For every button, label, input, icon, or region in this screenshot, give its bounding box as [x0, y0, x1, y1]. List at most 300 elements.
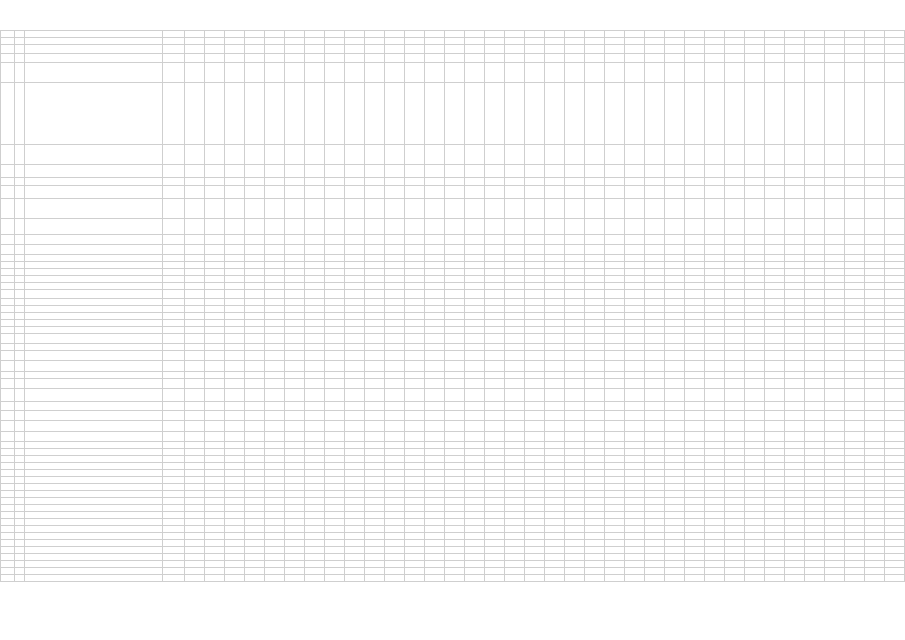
value-cell [265, 512, 285, 519]
value-cell [685, 519, 705, 526]
value-cell [425, 402, 445, 411]
value-cell [425, 299, 445, 306]
value-cell [665, 186, 685, 199]
value-cell [325, 442, 345, 449]
row-number-cell [1, 540, 15, 547]
value-cell [565, 63, 585, 83]
value-cell [825, 484, 845, 491]
value-cell [865, 568, 885, 575]
value-cell [865, 320, 885, 327]
value-cell [405, 344, 425, 351]
value-cell [525, 411, 545, 421]
value-cell [205, 519, 225, 526]
value-cell [265, 290, 285, 299]
value-cell [345, 470, 365, 477]
value-cell [725, 178, 745, 186]
unit-cell [163, 145, 185, 165]
unit-cell [163, 470, 185, 477]
value-cell [365, 45, 385, 54]
value-cell [705, 145, 725, 165]
value-cell [325, 306, 345, 313]
description-cell [25, 351, 163, 361]
value-cell [685, 372, 705, 379]
value-cell [405, 519, 425, 526]
value-cell [305, 547, 325, 554]
value-cell [465, 575, 485, 582]
value-cell [885, 63, 905, 83]
value-cell [705, 165, 725, 178]
value-cell [685, 432, 705, 442]
value-cell [725, 276, 745, 283]
value-cell [645, 334, 665, 344]
table-row [1, 470, 905, 477]
value-cell [465, 313, 485, 320]
value-cell [805, 351, 825, 361]
unit-cell [163, 219, 185, 235]
value-cell [545, 540, 565, 547]
value-cell [385, 327, 405, 334]
value-cell [345, 45, 365, 54]
row-number-cell [1, 276, 15, 283]
value-cell [665, 83, 685, 145]
value-cell [185, 491, 205, 498]
value-cell [645, 498, 665, 505]
value-cell [325, 484, 345, 491]
description-cell [25, 31, 163, 38]
value-cell [505, 568, 525, 575]
data-table [0, 30, 905, 582]
value-cell [185, 269, 205, 276]
value-cell [245, 512, 265, 519]
value-cell [345, 463, 365, 470]
value-cell [565, 290, 585, 299]
value-cell [765, 470, 785, 477]
value-cell [505, 463, 525, 470]
value-cell [485, 186, 505, 199]
row-number-cell [1, 63, 15, 83]
value-cell [425, 361, 445, 372]
value-cell [285, 411, 305, 421]
row-number-cell [1, 361, 15, 372]
value-cell [625, 449, 645, 456]
value-cell [625, 306, 645, 313]
value-cell [185, 379, 205, 389]
value-cell [465, 411, 485, 421]
table-row [1, 63, 905, 83]
value-cell [845, 372, 865, 379]
row-code-cell [15, 526, 25, 533]
value-cell [545, 178, 565, 186]
value-cell [465, 306, 485, 313]
row-number-cell [1, 262, 15, 269]
description-cell [25, 306, 163, 313]
value-cell [665, 512, 685, 519]
unit-cell [163, 402, 185, 411]
value-cell [225, 186, 245, 199]
value-cell [285, 540, 305, 547]
description-cell [25, 45, 163, 54]
value-cell [605, 45, 625, 54]
value-cell [325, 178, 345, 186]
value-cell [445, 344, 465, 351]
value-cell [685, 320, 705, 327]
value-cell [305, 63, 325, 83]
value-cell [665, 54, 685, 63]
value-cell [445, 245, 465, 255]
value-cell [245, 255, 265, 262]
value-cell [665, 290, 685, 299]
value-cell [425, 540, 445, 547]
row-code-cell [15, 63, 25, 83]
value-cell [705, 83, 725, 145]
value-cell [645, 533, 665, 540]
value-cell [585, 334, 605, 344]
value-cell [445, 372, 465, 379]
value-cell [545, 255, 565, 262]
value-cell [305, 344, 325, 351]
value-cell [425, 219, 445, 235]
value-cell [285, 165, 305, 178]
value-cell [245, 449, 265, 456]
value-cell [285, 533, 305, 540]
value-cell [245, 575, 265, 582]
value-cell [645, 54, 665, 63]
value-cell [405, 533, 425, 540]
value-cell [545, 262, 565, 269]
value-cell [245, 235, 265, 245]
value-cell [885, 334, 905, 344]
value-cell [185, 533, 205, 540]
value-cell [865, 235, 885, 245]
value-cell [665, 456, 685, 463]
value-cell [205, 568, 225, 575]
value-cell [505, 442, 525, 449]
value-cell [405, 290, 425, 299]
row-number-cell [1, 402, 15, 411]
value-cell [685, 235, 705, 245]
value-cell [405, 255, 425, 262]
value-cell [345, 372, 365, 379]
value-cell [485, 334, 505, 344]
value-cell [305, 575, 325, 582]
value-cell [665, 432, 685, 442]
value-cell [845, 186, 865, 199]
row-number-cell [1, 219, 15, 235]
value-cell [565, 491, 585, 498]
value-cell [785, 540, 805, 547]
value-cell [465, 561, 485, 568]
value-cell [725, 351, 745, 361]
value-cell [285, 568, 305, 575]
value-cell [825, 442, 845, 449]
value-cell [765, 379, 785, 389]
value-cell [365, 372, 385, 379]
unit-cell [163, 484, 185, 491]
value-cell [525, 554, 545, 561]
value-cell [545, 526, 565, 533]
value-cell [585, 83, 605, 145]
value-cell [245, 372, 265, 379]
value-cell [725, 526, 745, 533]
row-number-cell [1, 449, 15, 456]
value-cell [505, 372, 525, 379]
value-cell [205, 505, 225, 512]
value-cell [185, 145, 205, 165]
description-cell [25, 165, 163, 178]
value-cell [385, 38, 405, 45]
value-cell [465, 255, 485, 262]
value-cell [505, 63, 525, 83]
value-cell [285, 290, 305, 299]
value-cell [845, 219, 865, 235]
value-cell [565, 547, 585, 554]
table-row [1, 432, 905, 442]
value-cell [885, 178, 905, 186]
description-cell [25, 290, 163, 299]
value-cell [445, 432, 465, 442]
value-cell [645, 63, 665, 83]
value-cell [345, 313, 365, 320]
value-cell [345, 299, 365, 306]
value-cell [345, 145, 365, 165]
value-cell [445, 505, 465, 512]
value-cell [765, 519, 785, 526]
value-cell [885, 299, 905, 306]
value-cell [185, 351, 205, 361]
value-cell [585, 568, 605, 575]
value-cell [525, 568, 545, 575]
table-row [1, 547, 905, 554]
value-cell [745, 269, 765, 276]
value-cell [585, 526, 605, 533]
row-code-cell [15, 498, 25, 505]
value-cell [225, 470, 245, 477]
value-cell [485, 31, 505, 38]
value-cell [205, 219, 225, 235]
value-cell [585, 262, 605, 269]
table-row [1, 199, 905, 219]
value-cell [785, 463, 805, 470]
row-code-cell [15, 45, 25, 54]
value-cell [525, 83, 545, 145]
row-number-cell [1, 290, 15, 299]
value-cell [805, 54, 825, 63]
row-number-cell [1, 442, 15, 449]
value-cell [265, 442, 285, 449]
value-cell [585, 276, 605, 283]
row-code-cell [15, 561, 25, 568]
value-cell [385, 199, 405, 219]
value-cell [525, 463, 545, 470]
value-cell [345, 255, 365, 262]
value-cell [245, 554, 265, 561]
value-cell [405, 199, 425, 219]
value-cell [565, 327, 585, 334]
value-cell [665, 449, 685, 456]
value-cell [345, 512, 365, 519]
value-cell [425, 63, 445, 83]
value-cell [705, 512, 725, 519]
value-cell [885, 421, 905, 432]
value-cell [525, 533, 545, 540]
value-cell [725, 554, 745, 561]
row-code-cell [15, 245, 25, 255]
value-cell [605, 456, 625, 463]
value-cell [465, 178, 485, 186]
value-cell [745, 45, 765, 54]
value-cell [665, 463, 685, 470]
value-cell [645, 540, 665, 547]
value-cell [445, 63, 465, 83]
value-cell [765, 372, 785, 379]
value-cell [505, 484, 525, 491]
value-cell [585, 411, 605, 421]
value-cell [365, 38, 385, 45]
value-cell [185, 505, 205, 512]
value-cell [745, 421, 765, 432]
value-cell [685, 568, 705, 575]
value-cell [525, 540, 545, 547]
value-cell [445, 219, 465, 235]
value-cell [465, 477, 485, 484]
value-cell [505, 519, 525, 526]
value-cell [825, 320, 845, 327]
value-cell [705, 63, 725, 83]
value-cell [445, 283, 465, 290]
value-cell [365, 379, 385, 389]
value-cell [825, 561, 845, 568]
description-cell [25, 199, 163, 219]
value-cell [465, 235, 485, 245]
value-cell [865, 219, 885, 235]
unit-cell [163, 290, 185, 299]
value-cell [245, 477, 265, 484]
value-cell [645, 45, 665, 54]
value-cell [545, 470, 565, 477]
value-cell [465, 320, 485, 327]
value-cell [565, 199, 585, 219]
unit-cell [163, 306, 185, 313]
value-cell [565, 334, 585, 344]
value-cell [545, 449, 565, 456]
value-cell [645, 554, 665, 561]
value-cell [205, 477, 225, 484]
value-cell [365, 344, 385, 351]
value-cell [445, 306, 465, 313]
value-cell [785, 344, 805, 351]
value-cell [805, 219, 825, 235]
value-cell [265, 540, 285, 547]
value-cell [225, 306, 245, 313]
value-cell [465, 379, 485, 389]
value-cell [745, 351, 765, 361]
value-cell [245, 526, 265, 533]
value-cell [865, 186, 885, 199]
value-cell [285, 299, 305, 306]
value-cell [445, 38, 465, 45]
value-cell [885, 306, 905, 313]
value-cell [625, 255, 645, 262]
value-cell [505, 255, 525, 262]
value-cell [865, 432, 885, 442]
value-cell [625, 45, 645, 54]
value-cell [725, 245, 745, 255]
value-cell [825, 498, 845, 505]
value-cell [565, 568, 585, 575]
unit-cell [163, 533, 185, 540]
value-cell [445, 255, 465, 262]
value-cell [545, 327, 565, 334]
value-cell [385, 283, 405, 290]
value-cell [585, 519, 605, 526]
value-cell [565, 344, 585, 351]
row-number-cell [1, 505, 15, 512]
value-cell [645, 402, 665, 411]
value-cell [245, 31, 265, 38]
table-row [1, 145, 905, 165]
value-cell [425, 547, 445, 554]
value-cell [785, 372, 805, 379]
value-cell [565, 540, 585, 547]
value-cell [385, 463, 405, 470]
value-cell [545, 421, 565, 432]
value-cell [705, 290, 725, 299]
row-number-cell [1, 178, 15, 186]
value-cell [645, 320, 665, 327]
table-row [1, 351, 905, 361]
value-cell [305, 402, 325, 411]
value-cell [845, 512, 865, 519]
value-cell [725, 372, 745, 379]
value-cell [765, 327, 785, 334]
value-cell [405, 442, 425, 449]
value-cell [685, 165, 705, 178]
value-cell [885, 255, 905, 262]
value-cell [645, 491, 665, 498]
value-cell [765, 561, 785, 568]
value-cell [265, 269, 285, 276]
row-code-cell [15, 449, 25, 456]
description-cell [25, 540, 163, 547]
value-cell [705, 554, 725, 561]
row-number-cell [1, 334, 15, 344]
value-cell [545, 456, 565, 463]
value-cell [385, 477, 405, 484]
description-cell [25, 186, 163, 199]
value-cell [685, 533, 705, 540]
value-cell [565, 484, 585, 491]
description-cell [25, 484, 163, 491]
value-cell [285, 306, 305, 313]
row-code-cell [15, 568, 25, 575]
value-cell [625, 568, 645, 575]
value-cell [765, 547, 785, 554]
value-cell [185, 178, 205, 186]
value-cell [545, 389, 565, 402]
unit-cell [163, 245, 185, 255]
value-cell [305, 38, 325, 45]
value-cell [265, 283, 285, 290]
value-cell [185, 372, 205, 379]
value-cell [345, 178, 365, 186]
value-cell [665, 31, 685, 38]
value-cell [545, 290, 565, 299]
table-row [1, 484, 905, 491]
value-cell [585, 389, 605, 402]
value-cell [885, 38, 905, 45]
table-row [1, 477, 905, 484]
value-cell [805, 568, 825, 575]
